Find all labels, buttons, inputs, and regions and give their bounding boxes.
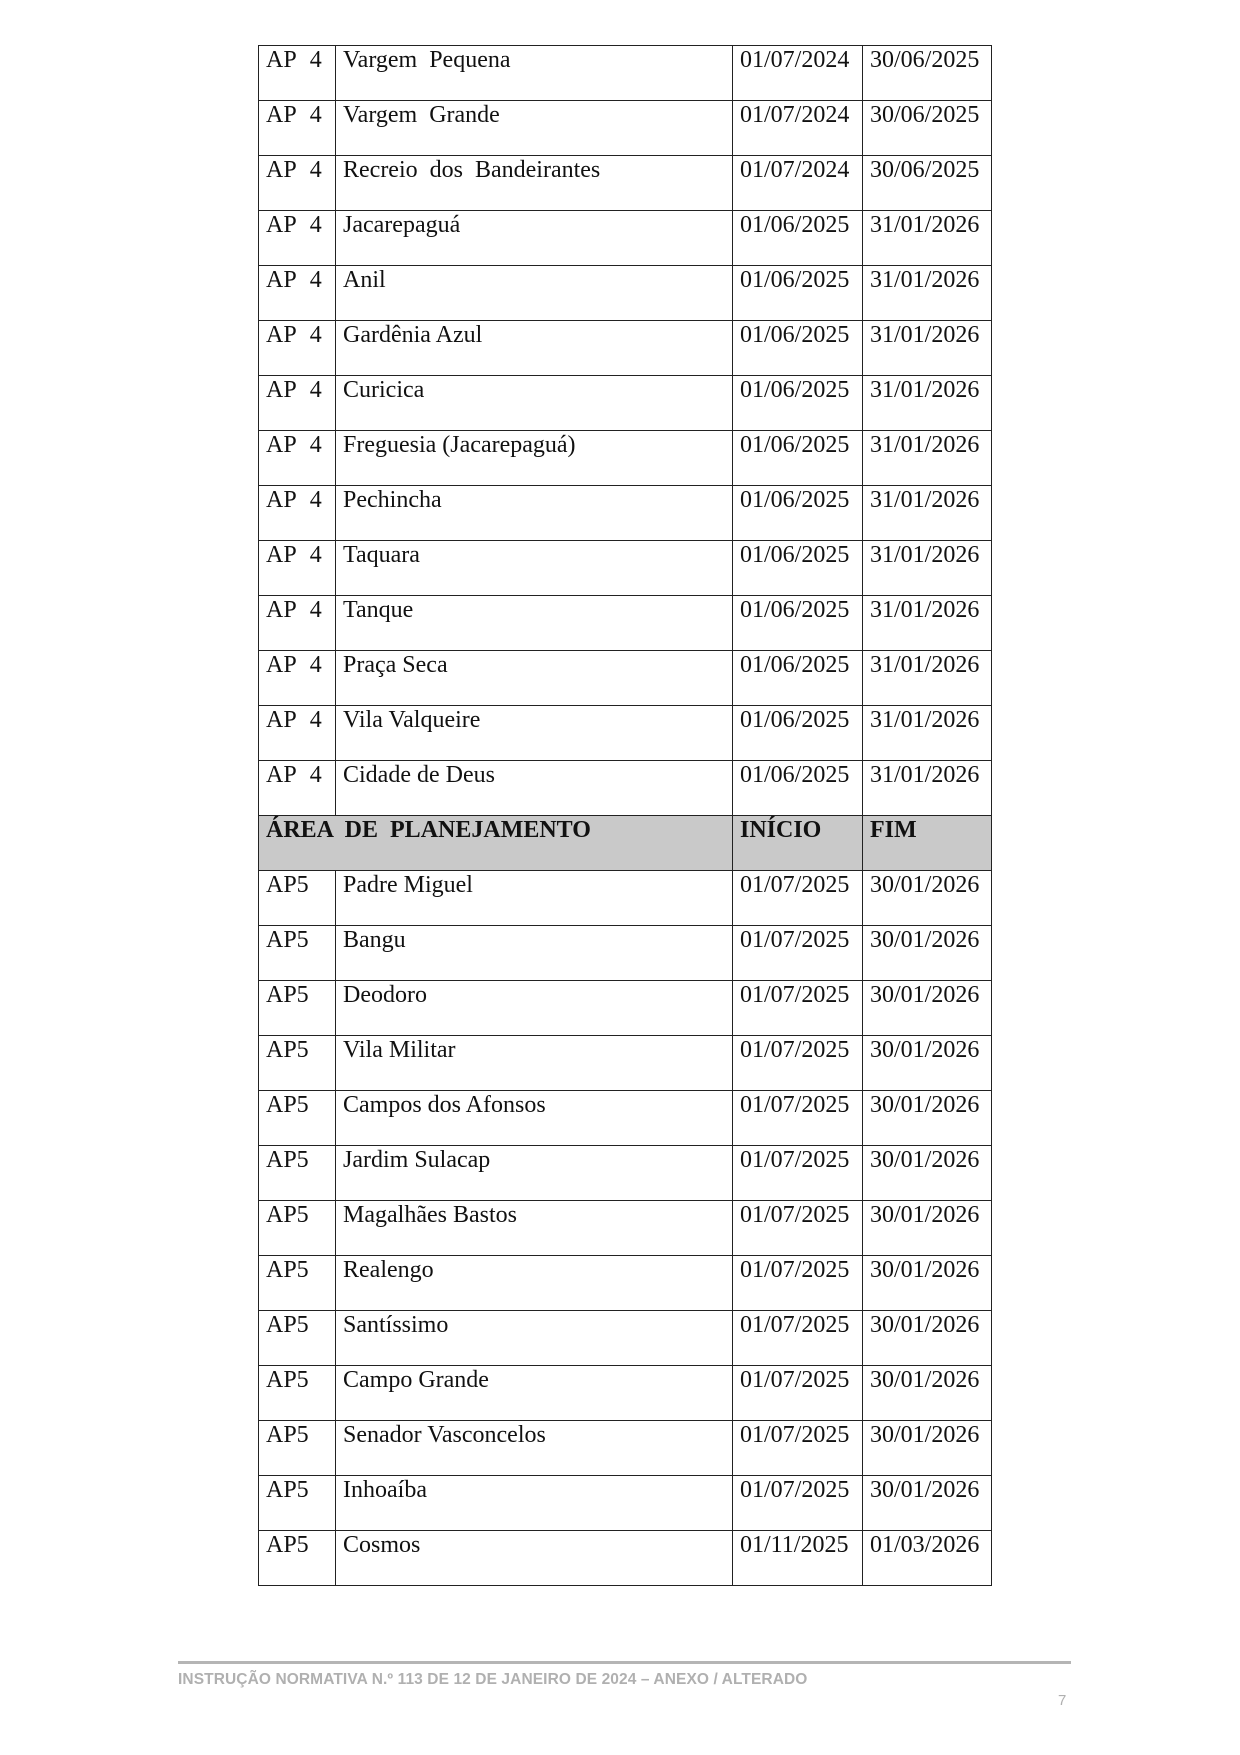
inicio-cell: 01/06/2025: [733, 541, 863, 596]
inicio-cell: 01/07/2025: [733, 1256, 863, 1311]
table-row: [259, 981, 992, 1036]
bairro-cell: Anil: [336, 266, 733, 321]
ap-cell: AP5: [259, 1421, 336, 1476]
bairro-cell: Santíssimo: [336, 1311, 733, 1366]
table-row: [259, 651, 992, 706]
ap-cell: AP5: [259, 926, 336, 981]
ap-cell: AP 4: [259, 596, 336, 651]
fim-cell: 31/01/2026: [863, 651, 992, 706]
inicio-cell: 01/07/2025: [733, 1366, 863, 1421]
inicio-cell: 01/06/2025: [733, 651, 863, 706]
ap-cell: AP 4: [259, 376, 336, 431]
ap-cell: AP5: [259, 871, 336, 926]
ap-cell: AP 4: [259, 431, 336, 486]
inicio-cell: 01/06/2025: [733, 376, 863, 431]
table-row: [259, 871, 992, 926]
bairro-cell: Pechincha: [336, 486, 733, 541]
bairro-cell: Campo Grande: [336, 1366, 733, 1421]
bairro-cell: Magalhães Bastos: [336, 1201, 733, 1256]
bairro-cell: Cosmos: [336, 1531, 733, 1586]
table-row: [259, 541, 992, 596]
table-row: [259, 596, 992, 651]
ap-cell: AP5: [259, 1146, 336, 1201]
footer-divider: [178, 1661, 1071, 1664]
fim-cell: 30/01/2026: [863, 1091, 992, 1146]
ap-cell: AP 4: [259, 706, 336, 761]
table-row: [259, 321, 992, 376]
table-row: [259, 101, 992, 156]
table-row: [259, 211, 992, 266]
footer-title: INSTRUÇÃO NORMATIVA N.º 113 DE 12 DE JANEIRO DE 2024 – ANEXO / ALTERADO: [178, 1671, 808, 1688]
ap-cell: AP 4: [259, 156, 336, 211]
ap-cell: AP 4: [259, 541, 336, 596]
fim-cell: 31/01/2026: [863, 541, 992, 596]
inicio-cell: 01/06/2025: [733, 431, 863, 486]
ap-cell: AP 4: [259, 761, 336, 816]
bairro-cell: Freguesia (Jacarepaguá): [336, 431, 733, 486]
table-row: [259, 706, 992, 761]
fim-cell: 31/01/2026: [863, 376, 992, 431]
fim-cell: 30/01/2026: [863, 981, 992, 1036]
inicio-cell: 01/07/2025: [733, 1146, 863, 1201]
bairro-cell: Jardim Sulacap: [336, 1146, 733, 1201]
table-row: [259, 1256, 992, 1311]
bairro-cell: Bangu: [336, 926, 733, 981]
fim-cell: 31/01/2026: [863, 321, 992, 376]
fim-cell: 30/01/2026: [863, 1256, 992, 1311]
bairro-cell: Cidade de Deus: [336, 761, 733, 816]
bairro-cell: Padre Miguel: [336, 871, 733, 926]
inicio-cell: 01/06/2025: [733, 761, 863, 816]
table-row: [259, 486, 992, 541]
inicio-cell: 01/07/2024: [733, 156, 863, 211]
ap-cell: AP 4: [259, 101, 336, 156]
table-row: [259, 926, 992, 981]
inicio-cell: 01/07/2024: [733, 46, 863, 101]
bairro-cell: Tanque: [336, 596, 733, 651]
header-fim: FIM: [863, 816, 992, 871]
bairro-cell: Realengo: [336, 1256, 733, 1311]
fim-cell: 31/01/2026: [863, 706, 992, 761]
inicio-cell: 01/07/2024: [733, 101, 863, 156]
header-inicio: INÍCIO: [733, 816, 863, 871]
table-row: [259, 1476, 992, 1531]
table-row: [259, 1201, 992, 1256]
table-row: [259, 46, 992, 101]
table-row: [259, 431, 992, 486]
header-area-de-planejamento: ÁREA DE PLANEJAMENTO: [259, 816, 733, 871]
inicio-cell: 01/06/2025: [733, 321, 863, 376]
ap-cell: AP 4: [259, 46, 336, 101]
fim-cell: 01/03/2026: [863, 1531, 992, 1586]
fim-cell: 31/01/2026: [863, 431, 992, 486]
inicio-cell: 01/07/2025: [733, 1421, 863, 1476]
inicio-cell: 01/06/2025: [733, 596, 863, 651]
ap-cell: AP5: [259, 1091, 336, 1146]
ap-cell: AP 4: [259, 321, 336, 376]
fim-cell: 31/01/2026: [863, 761, 992, 816]
fim-cell: 30/06/2025: [863, 101, 992, 156]
ap-cell: AP 4: [259, 486, 336, 541]
inicio-cell: 01/06/2025: [733, 211, 863, 266]
table-row: [259, 1146, 992, 1201]
bairro-cell: Vila Militar: [336, 1036, 733, 1091]
ap-cell: AP5: [259, 1036, 336, 1091]
ap-cell: AP 4: [259, 266, 336, 321]
inicio-cell: 01/06/2025: [733, 486, 863, 541]
inicio-cell: 01/07/2025: [733, 1476, 863, 1531]
table-row: [259, 761, 992, 816]
table-row: [259, 1531, 992, 1586]
table-header-row: [259, 816, 992, 871]
fim-cell: 30/01/2026: [863, 1036, 992, 1091]
fim-cell: 30/01/2026: [863, 871, 992, 926]
fim-cell: 30/06/2025: [863, 156, 992, 211]
fim-cell: 30/01/2026: [863, 1146, 992, 1201]
ap-cell: AP5: [259, 1531, 336, 1586]
ap-cell: AP5: [259, 1201, 336, 1256]
bairro-cell: Gardênia Azul: [336, 321, 733, 376]
schedule-table: [258, 45, 992, 1586]
inicio-cell: 01/11/2025: [733, 1531, 863, 1586]
fim-cell: 31/01/2026: [863, 211, 992, 266]
table-row: [259, 1311, 992, 1366]
fim-cell: 31/01/2026: [863, 596, 992, 651]
table-row: [259, 266, 992, 321]
fim-cell: 30/01/2026: [863, 1366, 992, 1421]
fim-cell: 30/01/2026: [863, 1201, 992, 1256]
inicio-cell: 01/07/2025: [733, 926, 863, 981]
table-row: [259, 376, 992, 431]
ap-cell: AP5: [259, 1256, 336, 1311]
inicio-cell: 01/07/2025: [733, 871, 863, 926]
fim-cell: 30/01/2026: [863, 926, 992, 981]
ap-cell: AP5: [259, 1311, 336, 1366]
inicio-cell: 01/06/2025: [733, 706, 863, 761]
bairro-cell: Recreio dos Bandeirantes: [336, 156, 733, 211]
bairro-cell: Curicica: [336, 376, 733, 431]
fim-cell: 30/01/2026: [863, 1311, 992, 1366]
inicio-cell: 01/06/2025: [733, 266, 863, 321]
bairro-cell: Praça Seca: [336, 651, 733, 706]
inicio-cell: 01/07/2025: [733, 981, 863, 1036]
bairro-cell: Deodoro: [336, 981, 733, 1036]
fim-cell: 31/01/2026: [863, 486, 992, 541]
inicio-cell: 01/07/2025: [733, 1311, 863, 1366]
inicio-cell: 01/07/2025: [733, 1201, 863, 1256]
ap-cell: AP5: [259, 1476, 336, 1531]
schedule-table-body: [259, 46, 992, 1586]
ap-cell: AP5: [259, 981, 336, 1036]
fim-cell: 30/01/2026: [863, 1421, 992, 1476]
bairro-cell: Vargem Pequena: [336, 46, 733, 101]
table-row: [259, 1091, 992, 1146]
page-number: 7: [1058, 1692, 1067, 1709]
fim-cell: 31/01/2026: [863, 266, 992, 321]
table-row: [259, 1421, 992, 1476]
ap-cell: AP 4: [259, 211, 336, 266]
ap-cell: AP5: [259, 1366, 336, 1421]
bairro-cell: Jacarepaguá: [336, 211, 733, 266]
bairro-cell: Taquara: [336, 541, 733, 596]
table-row: [259, 1036, 992, 1091]
bairro-cell: Vila Valqueire: [336, 706, 733, 761]
bairro-cell: Inhoaíba: [336, 1476, 733, 1531]
bairro-cell: Vargem Grande: [336, 101, 733, 156]
table-row: [259, 156, 992, 211]
bairro-cell: Campos dos Afonsos: [336, 1091, 733, 1146]
fim-cell: 30/06/2025: [863, 46, 992, 101]
table-row: [259, 1366, 992, 1421]
inicio-cell: 01/07/2025: [733, 1036, 863, 1091]
inicio-cell: 01/07/2025: [733, 1091, 863, 1146]
ap-cell: AP 4: [259, 651, 336, 706]
bairro-cell: Senador Vasconcelos: [336, 1421, 733, 1476]
fim-cell: 30/01/2026: [863, 1476, 992, 1531]
